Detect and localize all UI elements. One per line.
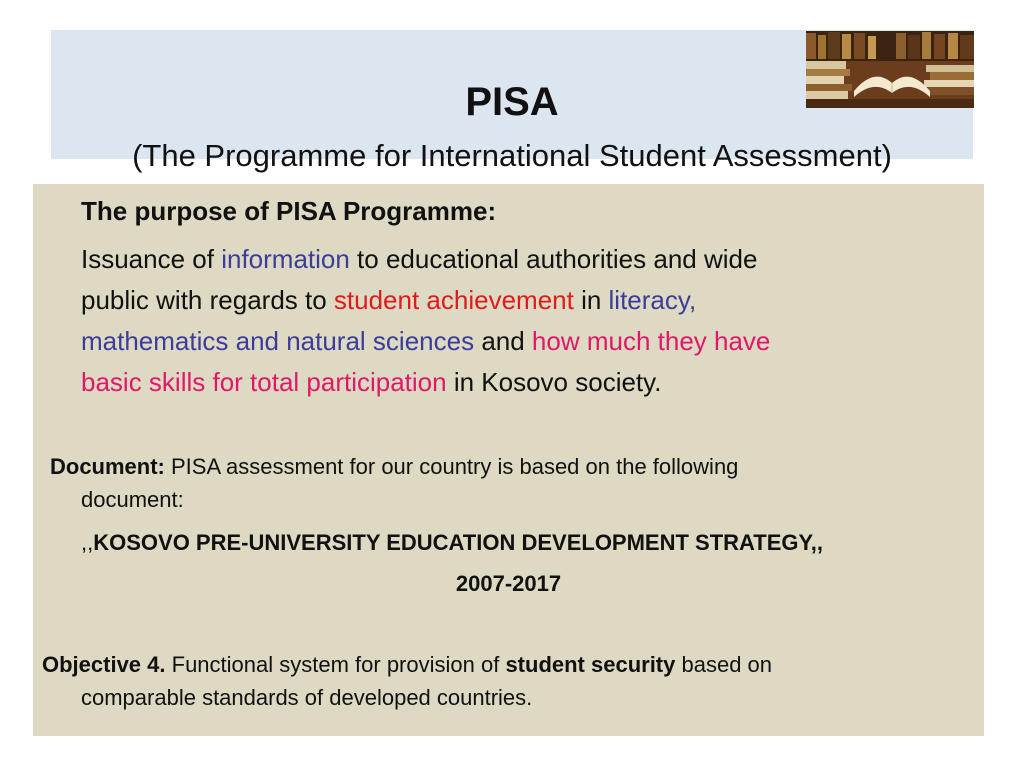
literacy-highlight: literacy, xyxy=(608,285,697,315)
objective-label: Objective 4. xyxy=(42,652,166,677)
purpose-line-1 xyxy=(81,239,757,280)
purpose-text: in xyxy=(573,285,609,315)
document-label: Document: xyxy=(50,454,165,479)
books-image xyxy=(806,31,974,108)
purpose-text: public with regards to xyxy=(81,285,334,315)
math-science-highlight: mathematics and natural sciences xyxy=(81,326,475,356)
slide-title: PISA xyxy=(465,80,559,124)
student-security-bold: student security xyxy=(505,652,676,677)
purpose-heading: The purpose of PISA Programme: xyxy=(81,196,497,226)
strategy-line xyxy=(81,526,823,559)
strategy-title: KOSOVO PRE-UNIVERSITY EDUCATION DEVELOPMENT STRATEGY,, xyxy=(93,530,823,555)
books-illustration xyxy=(806,31,974,108)
student-achievement-highlight: student achievement xyxy=(333,285,574,315)
document-line-1 xyxy=(50,450,738,483)
objective-line-2: comparable standards of developed countries. xyxy=(81,685,533,710)
purpose-line-4 xyxy=(81,362,661,403)
skills-highlight-cont: basic skills for total participation xyxy=(81,367,447,397)
information-highlight: information xyxy=(221,244,350,274)
objective-line-1 xyxy=(42,648,772,681)
quote-open: ,, xyxy=(81,530,94,555)
document-line-2: document: xyxy=(81,487,184,512)
objective-text: Functional system for provision of xyxy=(165,652,506,677)
slide-subtitle: (The Programme for International Student Assessment) xyxy=(132,138,892,173)
content-panel xyxy=(33,184,984,736)
purpose-line-3 xyxy=(81,321,770,362)
purpose-text: and xyxy=(474,326,532,356)
objective-text: based on xyxy=(675,652,773,677)
document-text: PISA assessment for our country is based on the following xyxy=(164,454,739,479)
strategy-years: 2007-2017 xyxy=(455,571,562,596)
purpose-text: in Kosovo society. xyxy=(446,367,662,397)
purpose-text: Issuance of xyxy=(81,244,222,274)
purpose-line-2 xyxy=(81,280,696,321)
skills-highlight: how much they have xyxy=(531,326,771,356)
purpose-text: to educational authorities and wide xyxy=(349,244,758,274)
